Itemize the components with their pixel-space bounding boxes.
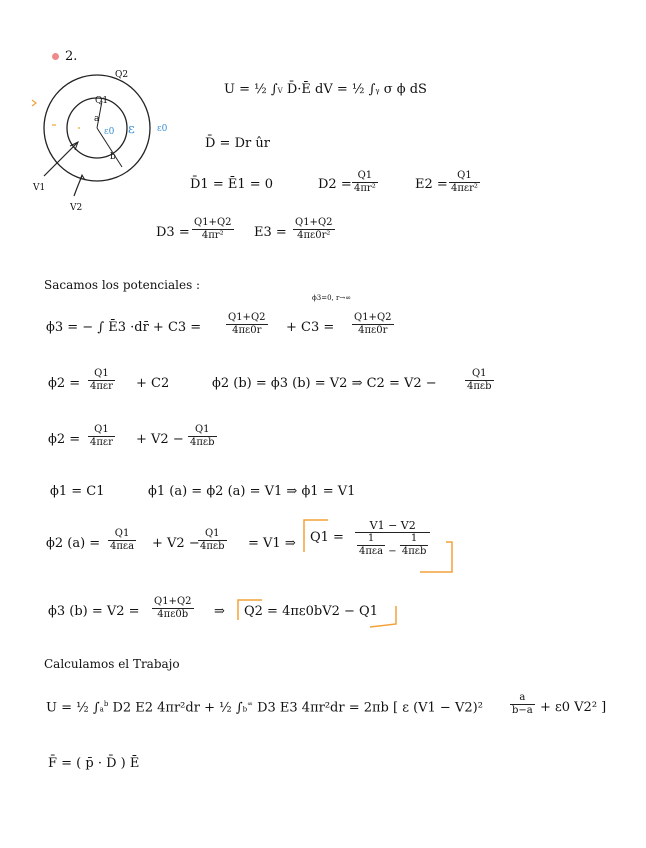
frac-e3: $\frac{Q1+Q2}{\text{4πε0r²}}$ [295,217,333,241]
eq-phi2-lhs: ϕ2 = [48,376,81,391]
label-b: b [110,152,116,162]
frac-work: $\frac{a}{b-a}$ [512,692,533,716]
eq-phi2-cond: ϕ2 (b) = ϕ3 (b) = V2 ⇒ C2 = V2 − [212,376,437,391]
label-eps0-outer: ε0 [157,124,168,134]
frac-phi3b: $\frac{Q1+Q2}{4\pi\varepsilon 0b}$ [154,596,192,620]
label-v1: V1 [33,183,46,193]
eq-energy: U = ½ ∫V D̄·Ē dV = ½ ∫γ σ ϕ dS [224,82,427,97]
eq-work-tail: + ε0 V2² ] [540,700,607,715]
frac-phi2a-2: Q1 4πεb [200,528,225,552]
eq-d-def: D̄ = Dr ûr [205,136,270,151]
eq-phi3-mid: + C3 = [286,320,335,335]
eq-phi2-tail: + C2 [136,376,170,391]
eq-q2: Q2 = 4πε0bV2 − Q1 [244,604,378,619]
problem-number: 2. [65,49,78,64]
frac-e2: Q1 4πεr² [451,170,478,194]
label-a: a [94,114,100,124]
eq-work: U = ½ $\int a^b$ D2 E2 4πr²dr + ½ ∫b∞ D3 E3 4πr²dr = 2πb [ ε (V1 − V2)² [46,700,483,716]
eq-phi2a-mid: + V2 − [152,536,200,551]
eq-d2-lhs: D2 = [318,177,352,192]
label-eps0-inner: ε0 [104,127,115,137]
section-potentials-heading: Sacamos los potenciales : [44,278,201,292]
frac-q1-d2: $\frac{1}{\text{4πεb}}$ [401,533,427,557]
section-work-heading: Calculamos el Trabajo [44,657,180,671]
eq-phi1-cond: ϕ1 (a) = ϕ2 (a) = V1 ⇒ ϕ1 = V1 [148,484,356,499]
eq-phi3-lhs: ϕ3 = − ∫ Ē3 ·dr̄ + C3 = [46,320,202,335]
frac-d3: $\frac{Q1+Q2}{\text{4πr²}}$ [194,217,232,241]
frac-phi2a: Q1 4πεa [110,528,135,552]
frac-phi3-final: $\frac{Q1+Q2}{4\pi\varepsilon 0r}$ [354,312,392,336]
eq-phi2a-lhs: ϕ2 (a) = [46,536,101,551]
eq-phi2b-lhs: ϕ2 = [48,432,81,447]
frac-q1: V1 − V2 $\frac{1}{\text{4πεa}}$ − $\frac{1}{\text{4πεb}}$ [355,520,430,558]
eq-d1: D̄1 = Ē1 = 0 [190,177,274,192]
eq-phi2a-tail: = V1 ⇒ [248,536,296,551]
frac-d2: $\frac{Q1}{\text{4πr²}}$ [354,170,376,194]
eq-phi3b-tail: ⇒ [214,604,225,619]
frac-phi2b-2: Q1 4πεb [190,424,215,448]
q1-minus: − [388,546,397,557]
label-q2-outer: Q2 [115,70,129,80]
eq-q1-lhs: Q1 = [310,530,344,545]
eq-phi2b-mid: + V2 − [136,432,184,447]
eq-d3-lhs: D3 = [156,225,190,240]
eq-phi3-note: ϕ3=0, r→∞ [312,294,352,302]
frac-phi3: $\frac{Q1+Q2}{4\pi\varepsilon 0r}$ [228,312,266,336]
label-q1-inner: Q1 [95,96,109,106]
eq-e3-lhs: E3 = [254,225,287,240]
frac-q1-d1: $\frac{1}{\text{4πεa}}$ [359,533,384,557]
eq-phi3b-lhs: ϕ3 (b) = V2 = [48,604,140,619]
eq-e2-lhs: E2 = [415,177,448,192]
eq-phi1-lhs: ϕ1 = C1 [50,484,105,499]
label-eps: ε [128,122,135,137]
frac-phi2b: Q1 4πεr [90,424,113,448]
frac-phi2: Q1 4πεr [90,368,113,392]
label-v2: V2 [70,203,83,213]
frac-phi2-c: Q1 4πεb [467,368,492,392]
eq-force: F̄ = ( p̄ · D̄ ) Ē [48,756,140,771]
